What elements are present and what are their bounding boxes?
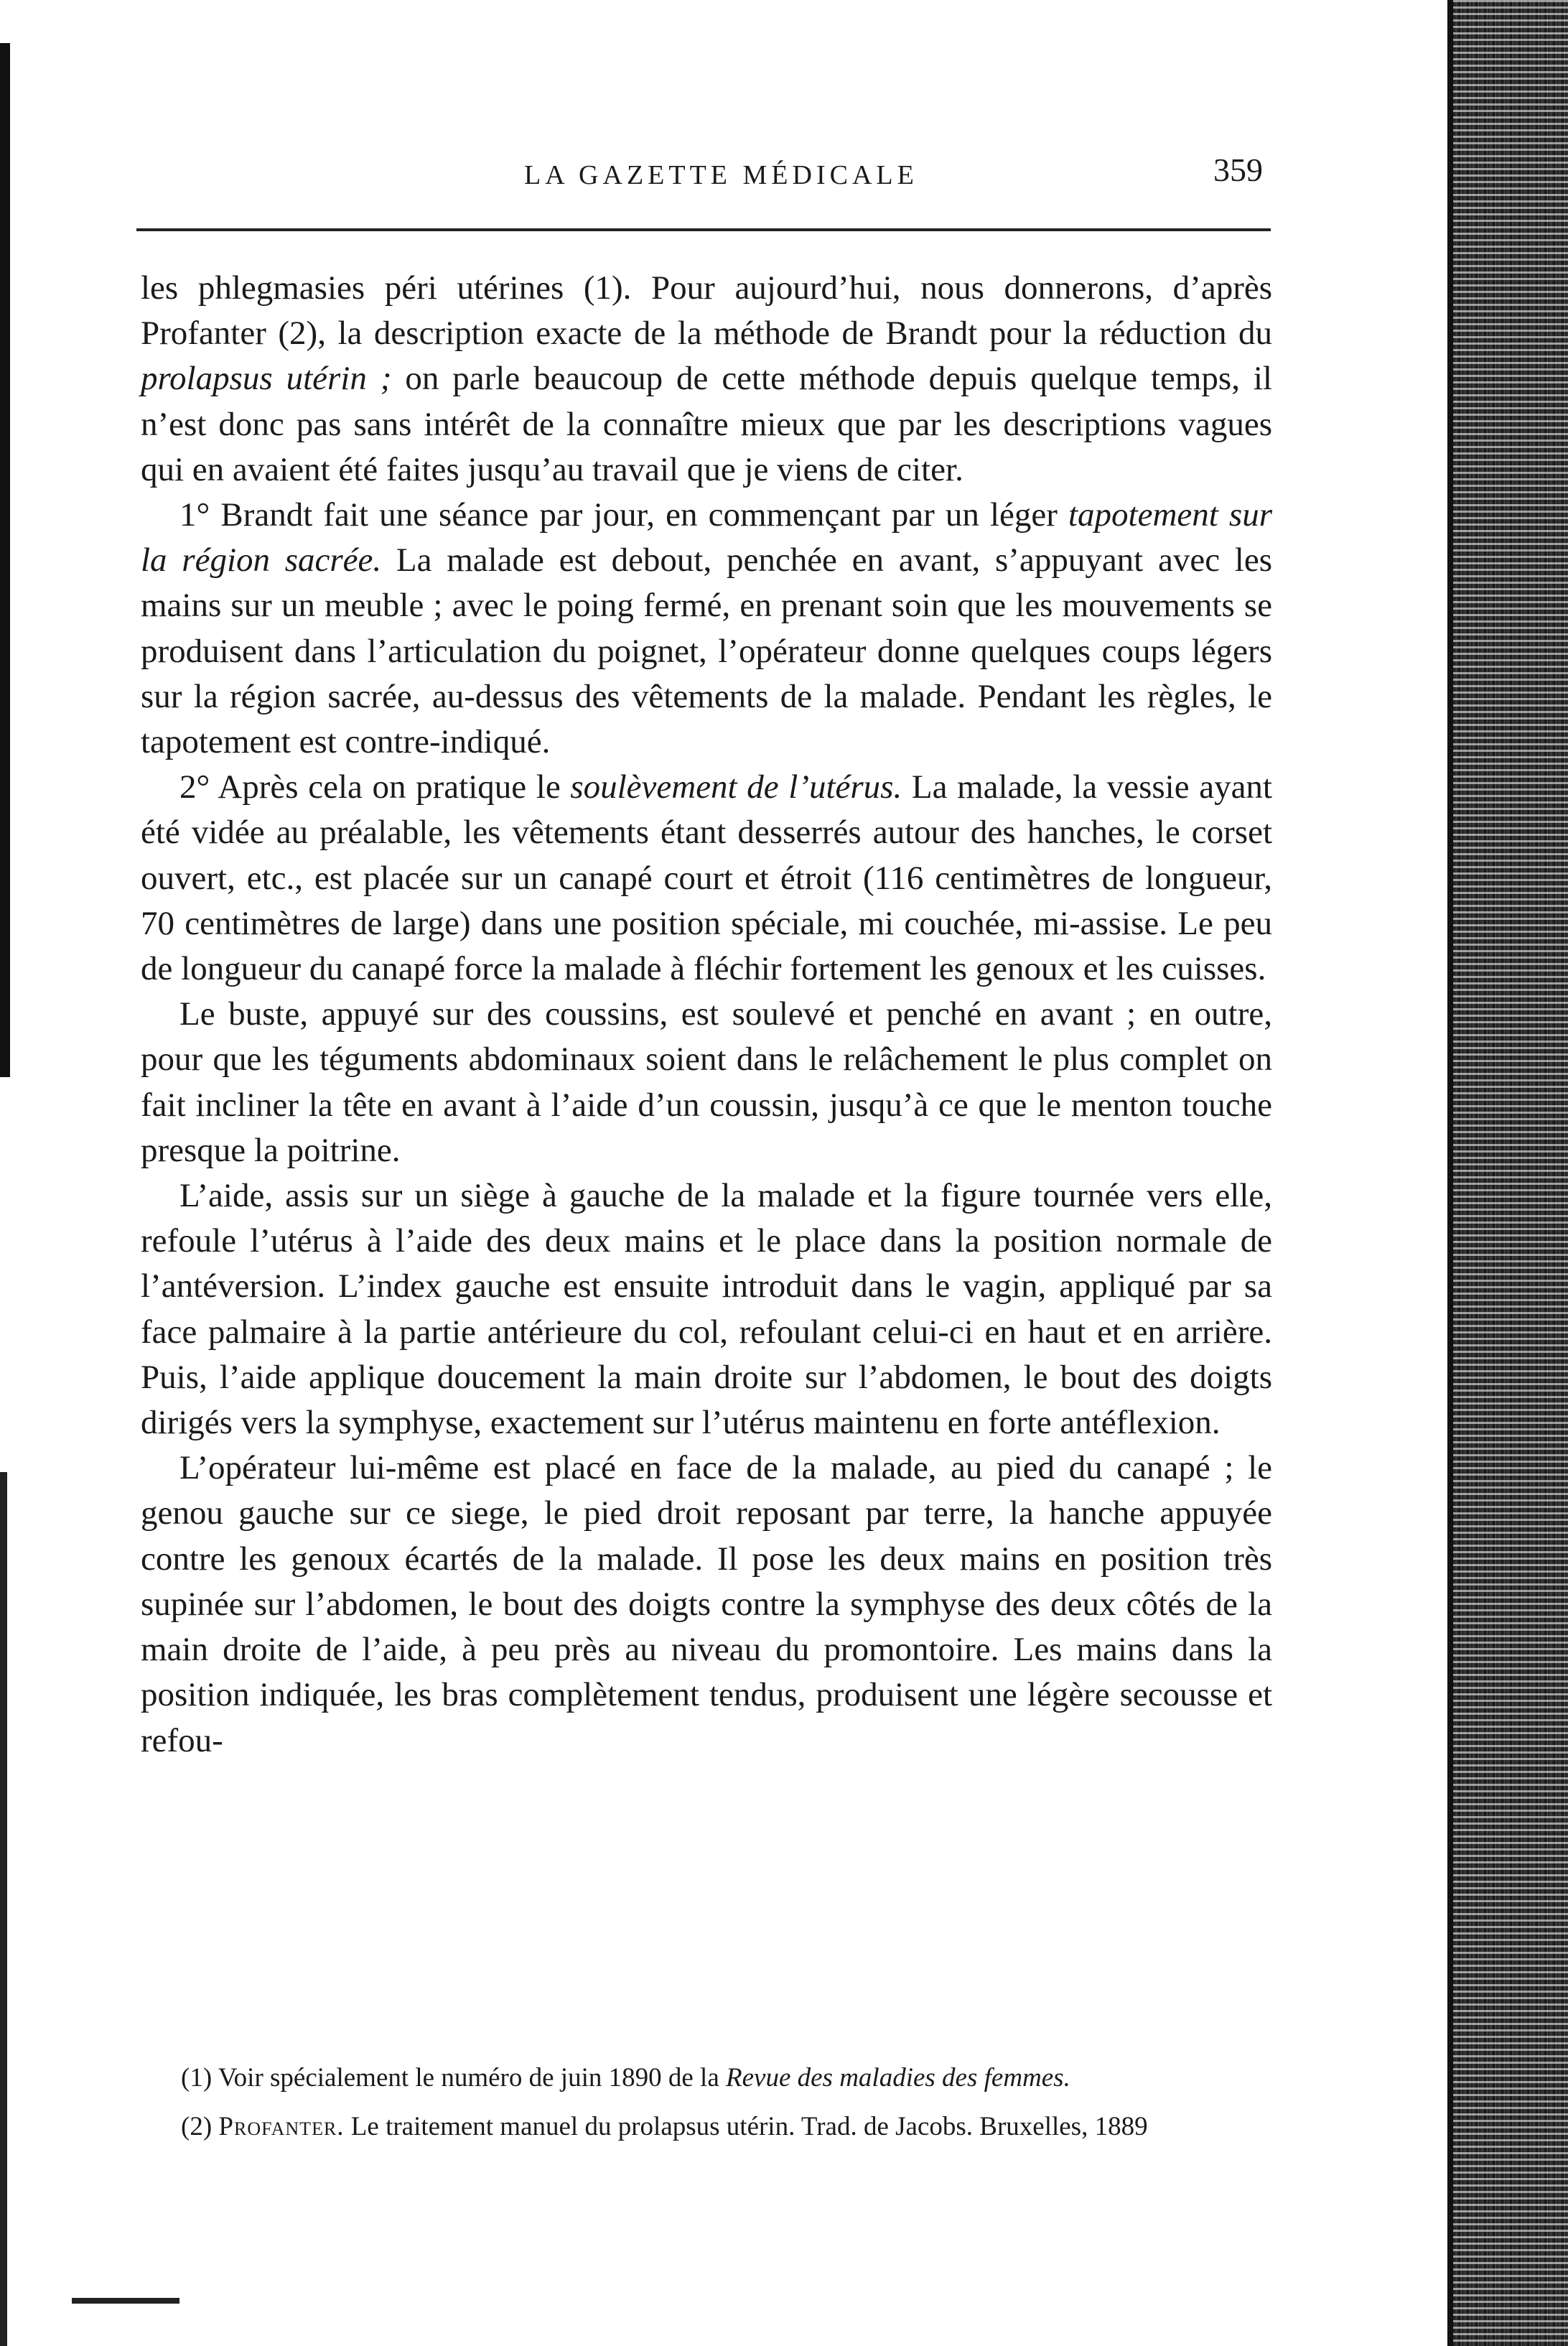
paragraph-3-italic: soulèvement de l’utérus. xyxy=(570,768,902,806)
footnote-1-italic: Revue des maladies des femmes. xyxy=(726,2063,1070,2093)
scan-bottom-mark xyxy=(72,2298,179,2304)
paragraph-2-text-c: La malade est debout, penchée en avant, s’appuyant avec les mains sur un meuble ; avec le poing fermé, en prenant soin que les mouvements se produisent dans l’articulation du poignet, l’opérateur donne quelques coups légers sur la région sacrée, au-dessus des vêtements de la malade. Pendant les règles, le tapotement est contre-indiqué. xyxy=(141,541,1272,761)
footnote-2-text: Le traitement manuel du prolapsus utérin. Trad. de Jacobs. Bruxelles, 1889 xyxy=(344,2112,1148,2141)
paragraph-6: L’opérateur lui-même est placé en face de la malade, au pied du canapé ; le genou gauche sur ce siege, le pied droit reposant par terre, la hanche appuyée contre les genoux écartés de la malade. Il pose les deux mains en position très supinée sur l’abdomen, le bout des doigts contre la symphyse des deux côtés de la main droite de l’aide, à peu près au niveau du promontoire. Les mains dans la position indiquée, les bras complètement tendus, produisent une légère secousse et refou- xyxy=(141,1449,1272,1759)
paragraph-1-text-a: les phlegmasies péri utérines (1). Pour aujourd’hui, nous donnerons, d’après Profanter (2), la description exacte de la méthode de Brandt pour la réduction du xyxy=(141,269,1272,353)
footnote-2 xyxy=(144,2103,1278,2151)
body-text xyxy=(141,266,1272,1764)
header-rule xyxy=(136,228,1271,231)
footnotes xyxy=(144,2054,1278,2151)
scan-edge-right-texture xyxy=(1453,0,1568,2346)
footnote-1 xyxy=(144,2054,1278,2103)
paragraph-4: Le buste, appuyé sur des coussins, est soulevé et penché en avant ; en outre, pour que les téguments abdominaux soient dans le relâchement le plus complet on fait incliner la tête en avant à l’aide d’un coussin, jusqu’à ce que le menton touche presque la poitrine. xyxy=(141,995,1272,1169)
footnote-2-marker: (2) xyxy=(181,2112,219,2141)
scan-edge-right-line xyxy=(1447,0,1453,2346)
scan-edge-left xyxy=(0,43,10,1077)
paragraph-1-italic: prolapsus utérin ; xyxy=(141,360,392,398)
paragraph-2-italic: tapotement sur la région sacrée. xyxy=(141,496,1273,579)
footnote-2-author: Profanter. xyxy=(218,2112,345,2141)
footnote-1-text: (1) Voir spécialement le numéro de juin 1890 de la xyxy=(181,2063,726,2093)
paragraph-3-text-c: La malade, la vessie ayant été vidée au préalable, les vêtements étant desserrés autour des hanches, le corset ouvert, etc., est placée sur un canapé court et étroit (116 centimètres de longueur, 70 centimètres de large) dans une position spéciale, mi couchée, mi-assise. Le peu de longueur du canapé force la malade à fléchir fortement les genoux et les cuisses. xyxy=(141,768,1272,988)
paragraph-3-text-a: 2° Après cela on pratique le xyxy=(179,768,571,806)
page-number: 359 xyxy=(1213,152,1263,188)
paragraph-2-text-a: 1° Brandt fait une séance par jour, en commençant par un léger xyxy=(179,496,1068,534)
paragraph-3 xyxy=(141,765,1272,992)
paragraph-5: L’aide, assis sur un siège à gauche de la malade et la figure tournée vers elle, refoule l’utérus à l’aide des deux mains et le place dans la position normale de l’antéversion. L’index gauche est ensuite introduit dans le vagin, appliqué par sa face palmaire à la partie antérieure du col, refoulant celui-ci en haut et en arrière. Puis, l’aide applique doucement la main droite sur l’abdomen, le bout des doigts dirigés vers la symphyse, exactement sur l’utérus maintenu en forte antéflexion. xyxy=(141,1177,1272,1442)
paragraph-1-text-c: on parle beaucoup de cette méthode depuis quelque temps, il n’est donc pas sans intérêt de la connaître mieux que par les descriptions vagues qui en avaient été faites jusqu’au travail que je viens de citer. xyxy=(141,360,1272,488)
paragraph-1 xyxy=(141,266,1272,493)
scan-edge-left-lower xyxy=(0,1472,7,2346)
running-head: LA GAZETTE MÉDICALE xyxy=(524,160,918,190)
paragraph-2 xyxy=(141,493,1272,765)
